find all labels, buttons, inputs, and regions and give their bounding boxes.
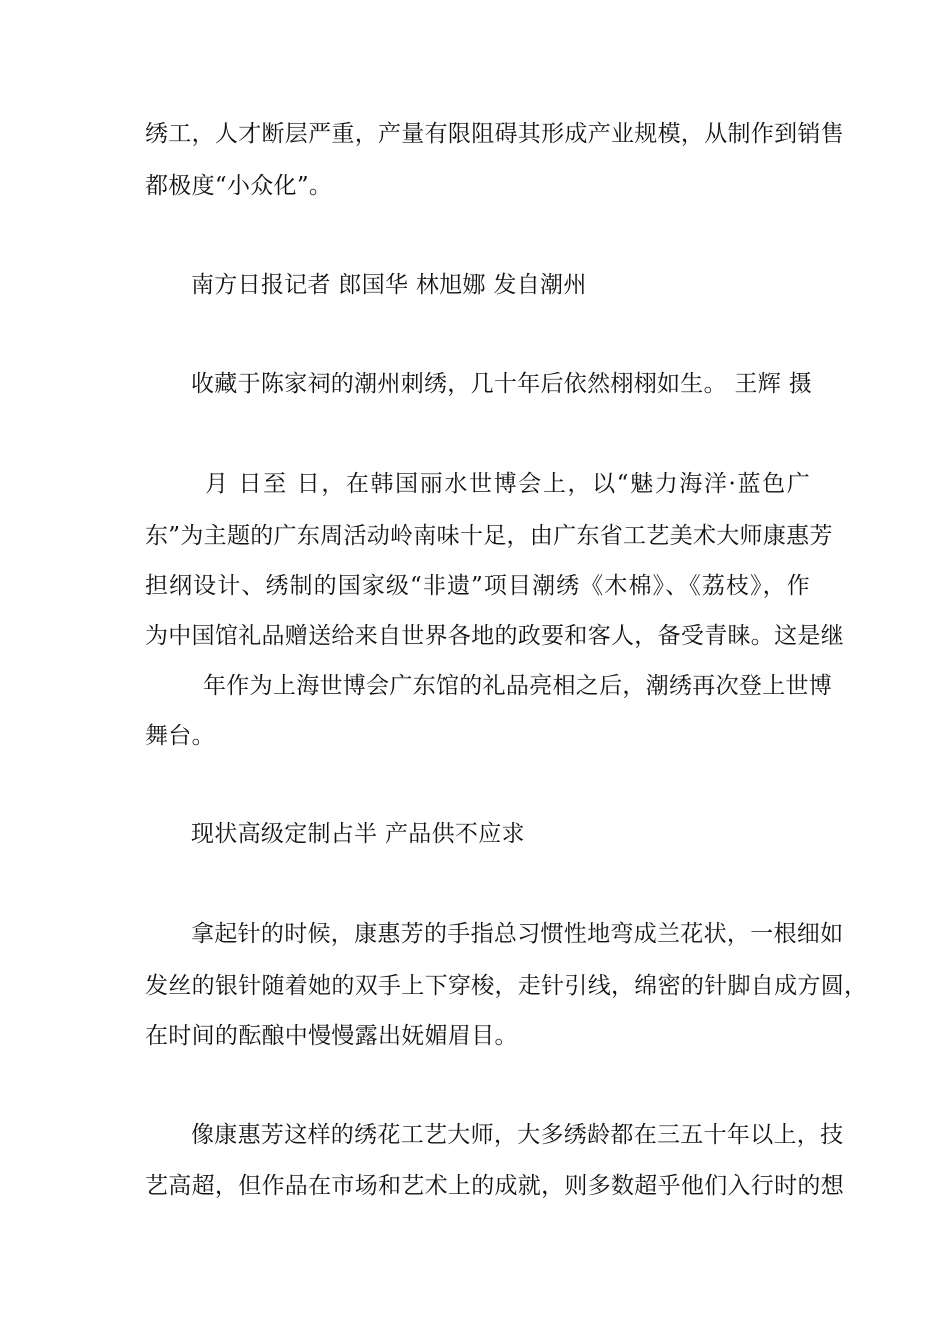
paragraph-line: 月 日至 日，在韩国丽水世博会上，以“魅力海洋·蓝色广 (205, 471, 810, 497)
section-heading: 现状高级定制占半 产品供不应求 (191, 821, 525, 847)
photo-caption: 收藏于陈家祠的潮州刺绣，几十年后依然栩栩如生。 王辉 摄 (191, 371, 813, 397)
paragraph-line: 为中国馆礼品赠送给来自世界各地的政要和客人，备受青睐。这是继 (145, 623, 844, 649)
paragraph-line: 东”为主题的广东周活动岭南味十足，由广东省工艺美术大师康惠芳 (145, 523, 833, 549)
paragraph-line: 年作为上海世博会广东馆的礼品亮相之后，潮绣再次登上世博 (203, 673, 833, 699)
paragraph-line: 艺高超，但作品在市场和艺术上的成就，则多数超乎他们入行时的想 (145, 1173, 844, 1199)
paragraph-line: 绣工，人才断层严重，产量有限阻碍其形成产业规模，从制作到销售 (145, 121, 844, 147)
paragraph-line: 在时间的酝酿中慢慢露出妩媚眉目。 (145, 1023, 518, 1049)
paragraph-line: 像康惠芳这样的绣花工艺大师，大多绣龄都在三五十年以上，技 (191, 1122, 844, 1148)
byline: 南方日报记者 郎国华 林旭娜 发自潮州 (191, 272, 587, 298)
paragraph-line: 担纲设计、绣制的国家级“非遗”项目潮绣《木棉》、《荔枝》，作 (145, 573, 810, 599)
paragraph-line: 都极度“小众化”。 (145, 173, 333, 199)
paragraph-line: 拿起针的时候，康惠芳的手指总习惯性地弯成兰花状，一根细如 (191, 921, 844, 947)
paragraph-line: 发丝的银针随着她的双手上下穿梭，走针引线，绵密的针脚自成方圆， (145, 973, 868, 999)
paragraph-line: 舞台。 (145, 723, 215, 749)
